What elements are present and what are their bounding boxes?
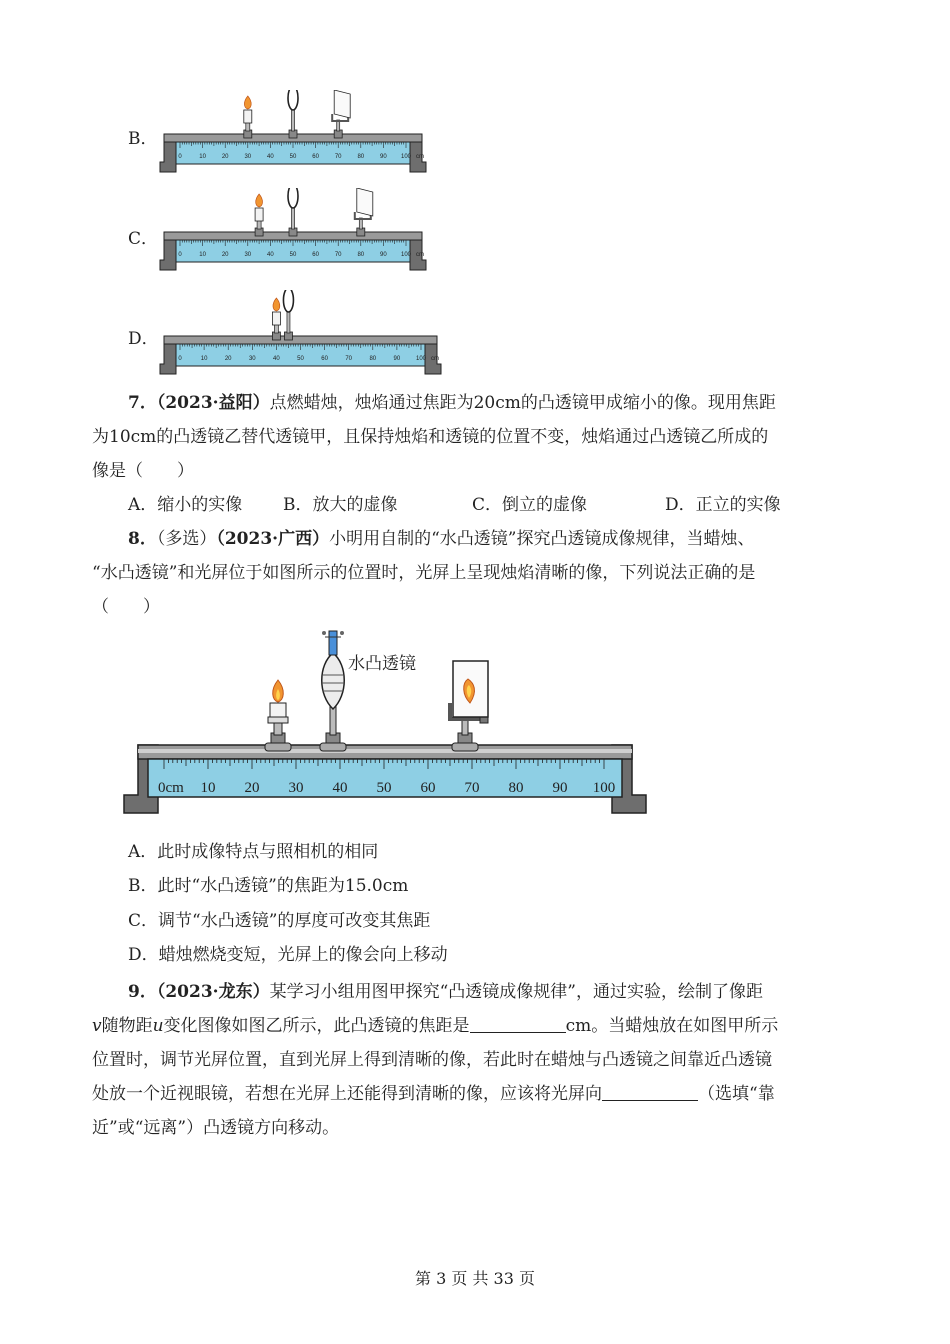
q9-text-2c: cm。当蜡烛放在如图甲所示 [565,1016,779,1036]
q9-line4 [92,1077,775,1111]
scale-tick-label: 30 [288,780,304,796]
page-footer: 第 3 页 共 33 页 [415,1269,535,1288]
q9-blank-focal-length[interactable] [470,1014,566,1033]
scale-tick-label: 20 [244,780,260,796]
scale-unit-label: cm [431,356,439,362]
option-d-bench-image [150,290,460,378]
q9-var-v: v [92,1016,102,1036]
scale-tick-label: 80 [369,356,377,362]
scale-tick-label: 20 [221,252,229,258]
q8-option-d: D．蜡烛燃烧变短，光屏上的像会向上移动 [128,945,448,965]
q9-text-5: 近”或“远离”）凸透镜方向移动。 [92,1118,340,1138]
q9-text-3: 位置时，调节光屏位置，直到光屏上得到清晰的像，若此时在蜡烛与凸透镜之间靠近凸透镜 [92,1050,772,1070]
scale-tick-label: 70 [345,356,353,362]
option-c-label: C． [128,229,159,249]
scale-tick-label: 10 [200,780,216,796]
water-convex-lens [320,631,346,751]
q8-water-lens-figure [120,625,650,825]
convex-lens [288,188,298,229]
scale-tick-label: 10 [199,154,206,160]
q7-option-c: C．倒立的虚像 [472,495,588,515]
water-lens-label: 水凸透镜 [348,654,416,674]
q9-text-1: 某学习小组用图甲探究“凸透镜成像规律”，通过实验，绘制了像距 [269,982,763,1002]
q7-text-3: 像是（ ） [92,461,194,481]
q8-line1 [128,522,754,556]
scale-tick-label: 30 [244,154,252,160]
scale-tick-label: 100 [400,154,412,160]
q8-tag: （多选） [156,529,217,549]
q7-text-2: 为10cm的凸透镜乙替代透镜甲，且保持烛焰和透镜的位置不变，烛焰通过凸透镜乙所成的 [92,427,769,447]
q8-number: 8． [128,529,157,549]
scale-tick-label: 90 [552,780,568,796]
scale-tick-label: 90 [380,154,387,160]
candle [244,96,252,131]
light-screen [355,188,373,229]
scale-tick-label: 60 [312,154,319,160]
scale-tick-label: 0 [178,356,182,362]
scale-tick-label: 100 [400,252,412,258]
q9-number: 9． [128,982,157,1002]
candle [265,680,291,751]
convex-lens [288,90,298,131]
q9-text-4a: 处放一个近视眼镜，若想在光屏上还能得到清晰的像，应该将光屏向 [92,1084,602,1104]
convex-lens [283,290,293,333]
scale-tick-label: 40 [267,154,274,160]
scale-tick-label: 50 [289,252,297,258]
q8-text-2: “水凸透镜”和光屏位于如图所示的位置时，光屏上呈现烛焰清晰的像，下列说法正确的是 [92,563,756,583]
q7-option-d: D．正立的实像 [665,495,781,515]
scale-tick-label: 50 [297,356,304,362]
scale-unit-label: cm [416,252,424,258]
q8-text-1: 小明用自制的“水凸透镜”探究凸透镜成像规律，当蜡烛、 [329,529,755,549]
q9-line1 [128,975,763,1009]
q9-text-2a: 随物距 [101,1016,153,1036]
scale-tick-label: 40 [332,780,348,796]
q8-option-c: C．调节“水凸透镜”的厚度可改变其焦距 [128,911,431,931]
scale-tick-label: 80 [508,780,524,796]
scale-tick-label: 60 [312,252,319,258]
q9-source: （2023·龙东） [156,982,270,1002]
light-screen [450,661,488,751]
scale-tick-label: 0 [178,154,182,160]
q9-line2 [92,1009,778,1043]
scale-tick-label: 60 [321,356,328,362]
option-c-bench-image [150,188,450,276]
scale-tick-label: 40 [273,356,280,362]
q7-number: 7． [128,393,157,413]
bench-rail [124,745,646,813]
scale-tick-label: 100 [592,780,616,796]
scale-tick-label: 80 [357,252,365,258]
scale-tick-label: 10 [199,252,206,258]
scale-tick-label: 30 [248,356,256,362]
scale-tick-label: 70 [464,780,480,796]
q8-option-a: A．此时成像特点与照相机的相同 [128,842,379,862]
q7-text-1: 点燃蜡烛，烛焰通过焦距为20cm的凸透镜甲成缩小的像。现用焦距 [269,393,776,413]
q9-text-2b: 变化图像如图乙所示，此凸透镜的焦距是 [163,1016,470,1036]
scale-tick-label: 20 [221,154,229,160]
scale-tick-label: 0 [178,252,182,258]
q8-option-b: B．此时“水凸透镜”的焦距为15.0cm [128,876,409,896]
q9-text-4b: （选填“靠 [698,1084,775,1104]
scale-tick-label: 80 [357,154,365,160]
scale-tick-label: 60 [420,780,436,796]
q7-option-a: A．缩小的实像 [128,495,243,515]
scale-tick-label: 50 [376,780,392,796]
option-d-label: D． [128,329,159,349]
scale-tick-label: 20 [224,356,232,362]
q8-source: （2023·广西） [216,529,330,549]
scale-tick-label: 50 [289,154,297,160]
scale-tick-label: 90 [393,356,401,362]
q7-source: （2023·益阳） [156,393,270,413]
scale-tick-label: 100 [415,356,427,362]
bench-rail [160,134,426,172]
option-b-label: B． [128,129,158,149]
scale-tick-label: 40 [267,252,274,258]
light-screen [332,90,350,131]
option-b-bench-image [150,90,450,180]
q8-text-3: （ ） [92,597,160,617]
scale-tick-label: 90 [380,252,387,258]
q7-option-b: B．放大的虚像 [283,495,398,515]
scale-unit-label: cm [416,154,424,160]
q9-var-u: u [152,1016,164,1036]
scale-tick-label: 70 [334,154,342,160]
candle [255,194,263,229]
bench-rail [160,232,426,270]
q9-blank-direction[interactable] [602,1082,698,1101]
q7-line1 [128,386,776,420]
scale-tick-label: 10 [200,356,208,362]
scale-tick-label: 70 [334,252,342,258]
scale-tick-label: 0cm [158,780,184,796]
scale-tick-label: 30 [244,252,252,258]
candle [272,298,280,333]
bench-rail [160,336,441,374]
